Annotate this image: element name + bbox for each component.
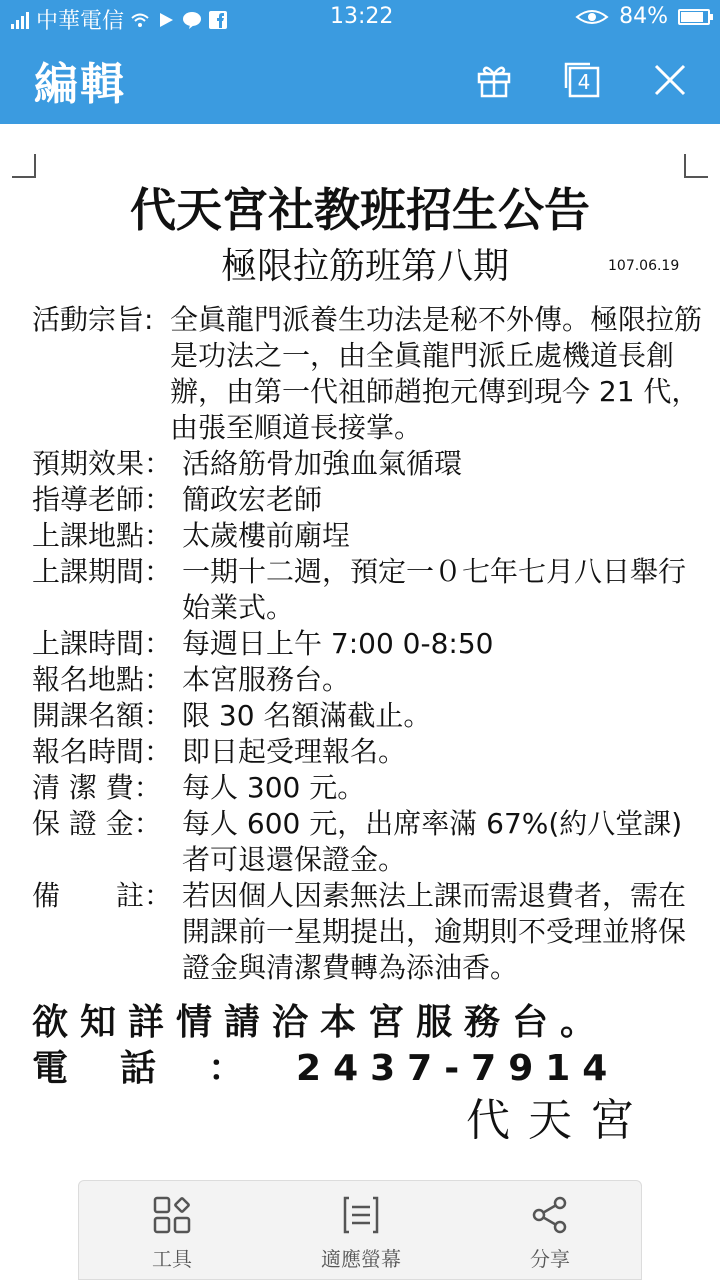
info-label: 上課地點：	[32, 519, 173, 552]
info-value: 本宮服務台。	[182, 663, 351, 696]
close-button[interactable]	[648, 58, 692, 102]
info-table	[32, 302, 702, 986]
info-label: 保 證 金：	[32, 807, 162, 840]
info-label: 上課時間：	[32, 627, 173, 660]
battery-percent: 84%	[619, 4, 668, 29]
share-icon	[530, 1195, 570, 1235]
battery-fill	[681, 12, 703, 22]
close-icon	[648, 58, 692, 102]
info-row	[32, 806, 702, 878]
info-value: 每週日上午 7:00 0-8:50	[182, 627, 494, 660]
info-row	[32, 734, 702, 770]
info-row	[32, 446, 702, 482]
info-value: 全眞龍門派養生功法是秘不外傳。極限拉筋是功法之一，由全眞龍門派丘處機道長創辦，由第一代祖師趙抱元傳到現今 21 代，由張至順道長接掌。	[170, 303, 703, 444]
info-value: 限 30 名額滿截止。	[182, 699, 432, 732]
info-row	[32, 770, 702, 806]
info-row	[32, 626, 702, 662]
contact-line: 欲知詳情請洽本宮服務台。	[32, 1002, 609, 1043]
tab-count: 4	[577, 70, 591, 94]
bottom-action-bar	[78, 1180, 642, 1280]
app-toolbar	[0, 36, 720, 124]
tools-label: 工具	[152, 1247, 192, 1271]
document-page[interactable]	[0, 124, 720, 1174]
info-row	[32, 518, 702, 554]
eye-icon	[575, 7, 609, 27]
info-row	[32, 662, 702, 698]
info-row	[32, 482, 702, 518]
info-label: 預期效果：	[32, 447, 173, 480]
tools-icon	[152, 1195, 192, 1235]
phone-number: 2437-7914	[296, 1048, 620, 1089]
info-value: 太歲樓前廟埕	[182, 519, 351, 552]
share-label: 分享	[530, 1247, 570, 1271]
facebook-icon	[208, 10, 228, 30]
info-value: 若因個人因素無法上課而需退費者，需在開課前一星期提出，逾期則不受理並將保證金與清潔費轉為添油香。	[182, 879, 687, 984]
info-value: 每人 600 元，出席率滿 67%(約八堂課)者可退還保證金。	[182, 807, 683, 876]
document-title: 代天宮社教班招生公告	[130, 183, 590, 237]
share-button[interactable]	[475, 1195, 625, 1272]
info-row	[32, 698, 702, 734]
info-label: 上課期間：	[32, 555, 173, 588]
document-subtitle: 極限拉筋班第八期	[220, 246, 509, 287]
clock: 13:22	[330, 4, 394, 29]
tools-button[interactable]	[97, 1195, 247, 1272]
info-label: 開課名額：	[32, 699, 173, 732]
info-label: 指導老師：	[32, 483, 173, 516]
fit-screen-icon	[341, 1195, 381, 1235]
info-row	[32, 878, 702, 986]
info-row	[32, 554, 702, 626]
toolbar-title: 編輯	[34, 59, 126, 110]
gift-button[interactable]	[472, 58, 516, 102]
info-row	[32, 302, 702, 446]
info-label: 清 潔 費：	[32, 771, 162, 804]
play-store-icon	[156, 10, 176, 30]
signal-icon	[10, 10, 30, 30]
carrier-name: 中華電信	[36, 9, 125, 34]
info-value: 每人 300 元。	[182, 771, 366, 804]
info-value: 簡政宏老師	[182, 483, 323, 516]
tabs-button[interactable]	[560, 58, 604, 102]
info-value: 活絡筋骨加強血氣循環	[182, 447, 463, 480]
battery-icon	[678, 9, 710, 25]
gift-icon	[472, 58, 516, 102]
line-app-icon	[182, 10, 202, 30]
phone-label: 電話：	[32, 1048, 297, 1089]
document-date: 107.06.19	[608, 258, 680, 274]
wifi-icon	[130, 10, 150, 30]
info-label: 活動宗旨:	[32, 303, 154, 336]
signature: 代天宮	[466, 1095, 652, 1146]
fit-screen-button[interactable]	[286, 1195, 436, 1272]
fit-screen-label: 適應螢幕	[321, 1247, 401, 1271]
info-label: 報名地點：	[32, 663, 173, 696]
info-value: 即日起受理報名。	[182, 735, 407, 768]
status-bar	[0, 0, 720, 36]
info-value: 一期十二週，預定一０七年七月八日舉行始業式。	[182, 555, 687, 624]
info-label: 報名時間：	[32, 735, 173, 768]
info-label: 備 註：	[32, 879, 173, 912]
